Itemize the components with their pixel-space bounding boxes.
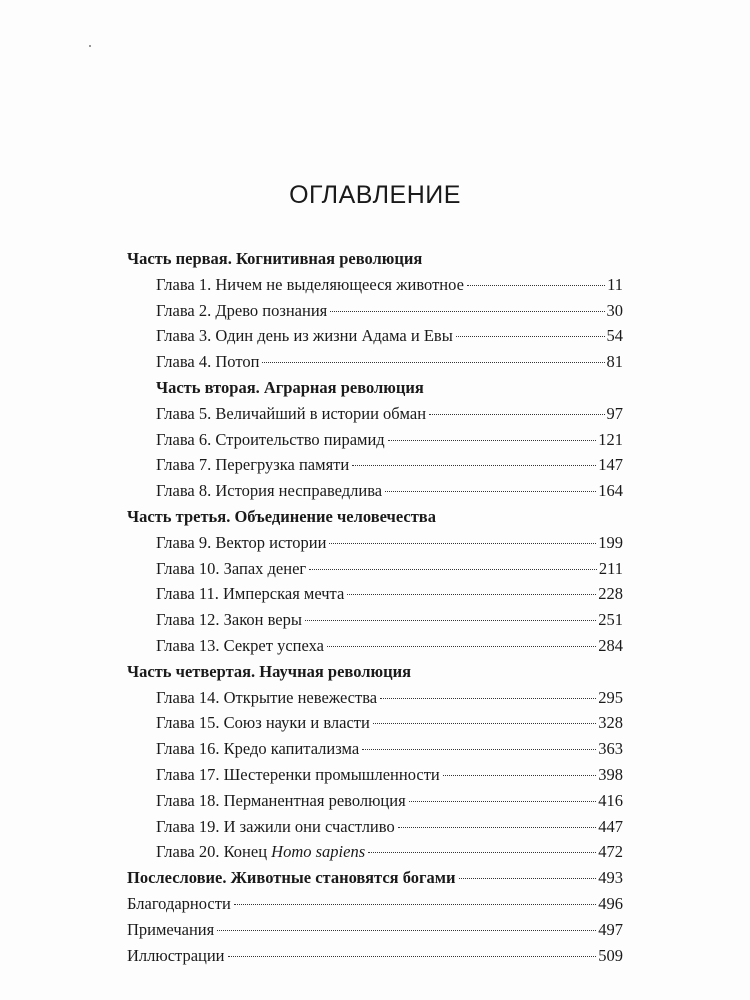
page-number: 497 (598, 919, 623, 939)
dot-leader (217, 930, 596, 931)
part-title: Часть вторая. Аграрная революция (156, 377, 424, 397)
page-number: 284 (598, 635, 623, 655)
toc-entry-afterword (127, 865, 623, 891)
dot-leader (456, 336, 605, 337)
part-heading (127, 375, 623, 401)
chapter-title: Глава 12. Закон веры (156, 610, 302, 630)
toc-entry (127, 788, 623, 814)
dot-leader (429, 414, 604, 415)
chapter-title: Глава 11. Имперская мечта (156, 584, 345, 604)
chapter-title: Глава 9. Вектор истории (156, 532, 327, 552)
dot-leader (398, 827, 597, 828)
part-heading (127, 659, 623, 685)
chapter-title (156, 839, 365, 865)
chapter-title: Глава 6. Строительство пирамид (156, 429, 385, 449)
toc-entry (127, 581, 623, 607)
dot-leader (262, 362, 604, 363)
chapter-title: Глава 18. Перманентная революция (156, 790, 406, 810)
toc-entry (127, 685, 623, 711)
chapter-title: Глава 7. Перегрузка памяти (156, 455, 350, 475)
page-number: 164 (598, 481, 623, 501)
dot-leader (347, 594, 596, 595)
chapter-title: Глава 13. Секрет успеха (156, 635, 324, 655)
part-title: Часть третья. Объединение человечества (127, 506, 436, 526)
dot-leader (380, 698, 596, 699)
chapter-title: Глава 2. Древо познания (156, 300, 328, 320)
dot-leader (459, 878, 597, 879)
chapter-title: Глава 19. И зажили они счастливо (156, 816, 395, 836)
chapter-title: Глава 1. Ничем не выделяющееся животное (156, 274, 464, 294)
toc-entry (127, 530, 623, 556)
toc-entry (127, 349, 623, 375)
toc-entry (127, 736, 623, 762)
dot-leader (467, 285, 605, 286)
page-number: 416 (598, 790, 623, 810)
dot-leader (362, 749, 596, 750)
toc-entry (127, 401, 623, 427)
back-matter-title: Благодарности (127, 893, 231, 913)
toc-entry (127, 839, 623, 865)
page-number: 54 (606, 326, 623, 346)
part-title: Часть первая. Когнитивная революция (127, 249, 423, 268)
page-number: 496 (598, 893, 623, 913)
page-number: 509 (598, 945, 623, 965)
dot-leader (309, 569, 597, 570)
toc-entry (127, 556, 623, 582)
toc-entry (127, 323, 623, 349)
dot-leader (368, 852, 596, 853)
page-number: 447 (598, 816, 623, 836)
page-number: 81 (606, 352, 623, 372)
page-number: 251 (598, 610, 623, 630)
dot-leader (327, 646, 596, 647)
page-number: 30 (606, 300, 623, 320)
toc-entry (127, 814, 623, 840)
page-number: 147 (598, 455, 623, 475)
dot-leader (385, 491, 596, 492)
page-number: 199 (598, 532, 623, 552)
chapter-title: Глава 16. Кредо капитализма (156, 739, 360, 759)
page-number: 398 (598, 764, 623, 784)
page-number: 472 (598, 842, 623, 862)
dot-leader (409, 801, 597, 802)
back-matter-title: Иллюстрации (127, 945, 225, 965)
chapter-title-prefix: Глава 20. Конец (156, 842, 272, 862)
page-number: 493 (598, 868, 623, 888)
chapter-title: Глава 15. Союз науки и власти (156, 713, 370, 733)
page-number: 211 (598, 558, 623, 578)
dot-leader (228, 956, 597, 957)
page-number: 328 (598, 713, 623, 733)
dot-leader (388, 440, 597, 441)
page-number: 228 (598, 584, 623, 604)
toc-entry (127, 298, 623, 324)
print-speck (89, 45, 91, 47)
dot-leader (234, 904, 596, 905)
toc-entry (127, 478, 623, 504)
dot-leader (305, 620, 596, 621)
toc-entry-back-matter (127, 943, 623, 969)
dot-leader (443, 775, 597, 776)
toc-entry (127, 427, 623, 453)
chapter-title: Глава 3. Один день из жизни Адама и Евы (156, 326, 453, 346)
part-heading (127, 504, 623, 530)
chapter-title: Глава 8. История несправедлива (156, 481, 383, 501)
dot-leader (330, 311, 604, 312)
chapter-title: Глава 17. Шестеренки промышленности (156, 764, 440, 784)
table-of-contents (127, 246, 623, 968)
chapter-title-italic: Homo sapiens (271, 842, 366, 862)
page-number: 121 (598, 429, 623, 449)
toc-entry (127, 607, 623, 633)
dot-leader (373, 723, 596, 724)
dot-leader (329, 543, 596, 544)
page-number: 363 (598, 739, 623, 759)
chapter-title: Глава 14. Открытие невежества (156, 687, 378, 707)
toc-entry-back-matter (127, 917, 623, 943)
dot-leader (352, 465, 596, 466)
toc-entry (127, 633, 623, 659)
page-number: 295 (598, 687, 623, 707)
chapter-title: Глава 5. Величайший в истории обман (156, 403, 427, 423)
part-title: Часть четвертая. Научная революция (127, 661, 412, 681)
chapter-title: Глава 10. Запах денег (156, 558, 307, 578)
page-number: 97 (606, 403, 623, 423)
toc-entry (127, 710, 623, 736)
toc-entry (127, 452, 623, 478)
afterword-title: Послесловие. Животные становятся богами (127, 868, 456, 888)
page-number: 11 (607, 274, 623, 294)
toc-entry (127, 762, 623, 788)
chapter-title: Глава 4. Потоп (156, 352, 260, 372)
part-heading (127, 246, 623, 272)
toc-entry (127, 272, 623, 298)
toc-entry-back-matter (127, 891, 623, 917)
back-matter-title: Примечания (127, 919, 215, 939)
page-title: ОГЛАВЛЕНИЕ (289, 181, 461, 209)
